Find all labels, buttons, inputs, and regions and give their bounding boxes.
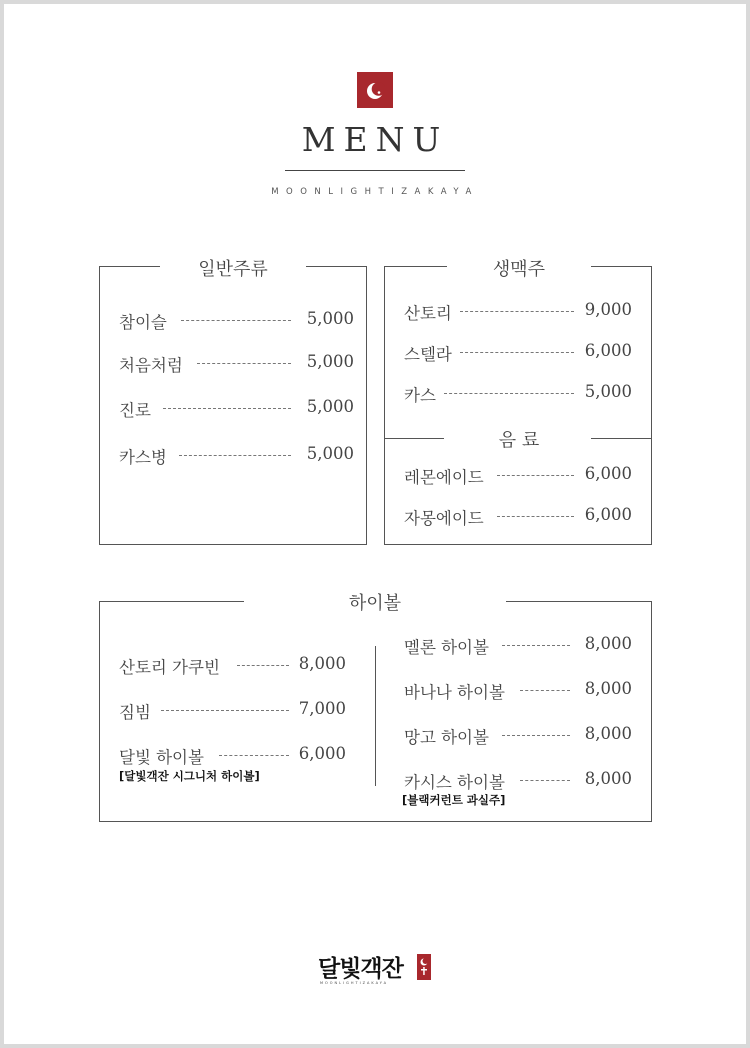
item-price: 5,000 (306, 397, 354, 416)
leader-dots (460, 311, 574, 312)
leader-dots (161, 710, 289, 711)
item-price: 8,000 (584, 679, 632, 698)
menu-item (404, 464, 632, 488)
leader-dots (179, 455, 291, 456)
item-price: 5,000 (584, 382, 632, 401)
leader-dots (197, 363, 291, 364)
item-price: 5,000 (306, 444, 354, 463)
item-name: 산토리 (404, 304, 452, 323)
item-price: 8,000 (584, 724, 632, 743)
highball-column-divider (375, 646, 376, 786)
page-title: MENU (301, 120, 449, 159)
item-name: 바나나 하이볼 (404, 683, 505, 702)
menu-item (119, 744, 346, 768)
menu-item (119, 397, 354, 421)
item-price: 9,000 (584, 300, 632, 319)
title-divider (285, 170, 465, 171)
brand-seal-icon (417, 954, 431, 980)
crescent-moon-icon (357, 72, 393, 108)
item-name: 망고 하이볼 (404, 728, 489, 747)
item-name: 참이슬 (119, 313, 167, 332)
menu-item (404, 505, 632, 529)
leader-dots (181, 320, 291, 321)
leader-dots (502, 735, 570, 736)
item-name: 진로 (119, 401, 151, 420)
item-name: 달빛 하이볼 (119, 748, 204, 767)
brand-name: 달빛객잔 (318, 956, 403, 982)
menu-item (119, 654, 346, 678)
item-price: 6,000 (298, 744, 346, 763)
leader-dots (444, 393, 574, 394)
menu-item (404, 300, 632, 324)
drinks-divider-right (591, 438, 651, 439)
menu-item (119, 699, 346, 723)
highball-section-title: 하이볼 (244, 589, 506, 615)
menu-item (404, 724, 632, 748)
item-name: 카스병 (119, 448, 167, 467)
leader-dots (520, 690, 570, 691)
page-subtitle: MOONLIGHTIZAKAYA (271, 187, 479, 197)
item-name: 레몬에이드 (404, 468, 484, 487)
item-name: 산토리 가쿠빈 (119, 658, 220, 677)
item-name: 짐빔 (119, 703, 151, 722)
item-price: 7,000 (298, 699, 346, 718)
menu-item (119, 309, 354, 333)
item-price: 8,000 (584, 634, 632, 653)
leader-dots (163, 408, 291, 409)
menu-item (404, 341, 632, 365)
item-name: 자몽에이드 (404, 509, 484, 528)
item-price: 6,000 (584, 464, 632, 483)
drinks-divider-left (384, 438, 444, 439)
item-price: 6,000 (584, 341, 632, 360)
menu-item (119, 352, 354, 376)
leader-dots (497, 475, 574, 476)
item-name: 카스 (404, 386, 436, 405)
leader-dots (219, 755, 289, 756)
item-name: 처음처럼 (119, 356, 183, 375)
item-price: 5,000 (306, 352, 354, 371)
item-name: 카시스 하이볼 (404, 773, 505, 792)
item-price: 6,000 (584, 505, 632, 524)
menu-item (119, 444, 354, 468)
soju-section-title: 일반주류 (160, 255, 306, 281)
leader-dots (502, 645, 570, 646)
item-note: [달빛객잔 시그니처 하이볼] (119, 769, 260, 783)
item-price: 5,000 (306, 309, 354, 328)
leader-dots (520, 780, 570, 781)
leader-dots (497, 516, 574, 517)
brand-subtitle: MOONLIGHTIZAKAYA (320, 981, 389, 985)
item-name: 멜론 하이볼 (404, 638, 489, 657)
leader-dots (460, 352, 574, 353)
leader-dots (237, 665, 289, 666)
drinks-section-title: 음 료 (449, 426, 589, 452)
menu-item (404, 382, 632, 406)
menu-item (404, 679, 632, 703)
item-price: 8,000 (584, 769, 632, 788)
menu-item (404, 769, 632, 793)
item-name: 스텔라 (404, 345, 452, 364)
item-price: 8,000 (298, 654, 346, 673)
item-note: [블랙커런트 과실주] (402, 793, 506, 807)
draft-beer-section-title: 생맥주 (447, 255, 591, 281)
menu-item (404, 634, 632, 658)
